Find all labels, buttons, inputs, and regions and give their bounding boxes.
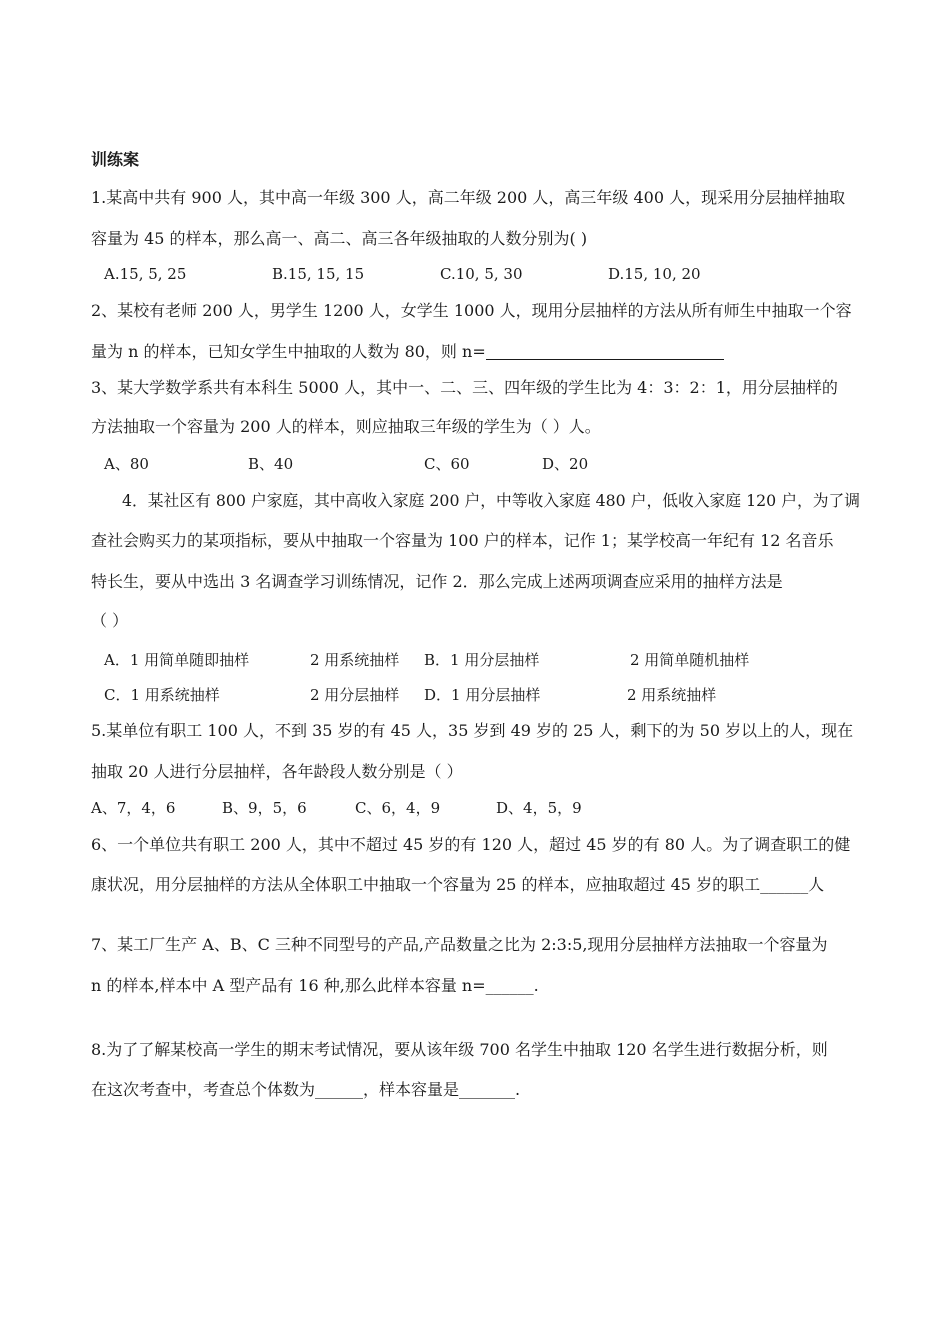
question-7-line-1: 7、某工厂生产 A、B、C 三种不同型号的产品,产品数量之比为 2:3:5,现用分层抽样方法抽取一个容量为 (91, 935, 828, 954)
question-1-option-a: A.15, 5, 25 (104, 265, 187, 283)
question-5-option-b: B、9，5，6 (222, 799, 307, 817)
question-3-option-a: A、80 (104, 455, 149, 473)
question-5-line-1: 5.某单位有职工 100 人，不到 35 岁的有 45 人，35 岁到 49 岁的 25 人，剩下的为 50 岁以上的人，现在 (91, 721, 854, 740)
question-2-line-2 (91, 341, 724, 363)
question-2-line-1: 2、某校有老师 200 人，男学生 1200 人，女学生 1000 人，现用分层抽样的方法从所有师生中抽取一个容 (91, 301, 852, 320)
question-5-line-2: 抽取 20 人进行分层抽样，各年龄段人数分别是（ ） (91, 762, 463, 781)
question-1-option-d: D.15, 10, 20 (608, 265, 701, 283)
question-3-option-b: B、40 (248, 455, 294, 473)
question-4-option-b-2: 2 用简单随机抽样 (630, 651, 750, 669)
answer-blank (486, 343, 724, 360)
question-1-option-c: C.10, 5, 30 (440, 265, 523, 283)
question-4-option-c-2: 2 用分层抽样 (310, 686, 400, 704)
question-1-line-2: 容量为 45 的样本，那么高一、高二、高三各年级抽取的人数分别为( ) (91, 229, 588, 248)
question-3-line-2: 方法抽取一个容量为 200 人的样本，则应抽取三年级的学生为（ ）人。 (91, 417, 601, 436)
question-8-line-2: 在这次考查中，考查总个体数为______，样本容量是_______. (91, 1080, 521, 1099)
question-5-option-a: A、7，4，6 (91, 799, 176, 817)
question-5-option-c: C、6，4，9 (355, 799, 441, 817)
question-4-line-1: 4．某社区有 800 户家庭，其中高收入家庭 200 户，中等收入家庭 480 户，低收入家庭 120 户，为了调 (122, 491, 861, 510)
question-4-option-a-1: A．1 用简单随即抽样 (104, 651, 250, 669)
section-title: 训练案 (91, 150, 140, 169)
question-4-option-a-2: 2 用系统抽样 (310, 651, 400, 669)
question-4-line-4: （ ） (91, 611, 129, 630)
question-4-option-d-2: 2 用系统抽样 (627, 686, 717, 704)
question-4-line-2: 查社会购买力的某项指标，要从中抽取一个容量为 100 户的样本，记作 1；某学校高一年纪有 12 名音乐 (91, 531, 834, 550)
question-1-line-1: 1.某高中共有 900 人，其中高一年级 300 人，高二年级 200 人，高三年级 400 人，现采用分层抽样抽取 (91, 188, 846, 207)
question-2-text: 量为 n 的样本，已知女学生中抽取的人数为 80，则 n= (91, 342, 486, 361)
question-4-line-3: 特长生，要从中选出 3 名调查学习训练情况，记作 2．那么完成上述两项调查应采用的抽样方法是 (91, 572, 783, 591)
question-1-option-b: B.15, 15, 15 (272, 265, 365, 283)
question-7-line-2: n 的样本,样本中 A 型产品有 16 种,那么此样本容量 n=______. (91, 976, 539, 995)
question-4-option-b-1: B．1 用分层抽样 (424, 651, 540, 669)
question-5-option-d: D、4，5，9 (496, 799, 582, 817)
question-3-option-c: C、60 (424, 455, 470, 473)
question-6-line-1: 6、一个单位共有职工 200 人，其中不超过 45 岁的有 120 人，超过 45 岁的有 80 人。为了调查职工的健 (91, 835, 851, 854)
question-6-line-2: 康状况，用分层抽样的方法从全体职工中抽取一个容量为 25 的样本，应抽取超过 45 岁的职工______人 (91, 875, 825, 894)
question-3-option-d: D、20 (542, 455, 589, 473)
question-8-line-1: 8.为了了解某校高一学生的期末考试情况，要从该年级 700 名学生中抽取 120 名学生进行数据分析，则 (91, 1040, 828, 1059)
question-4-option-d-1: D．1 用分层抽样 (424, 686, 541, 704)
question-3-line-1: 3、某大学数学系共有本科生 5000 人，其中一、二、三、四年级的学生比为 4：3：2：1，用分层抽样的 (91, 378, 838, 397)
question-4-option-c-1: C．1 用系统抽样 (104, 686, 220, 704)
